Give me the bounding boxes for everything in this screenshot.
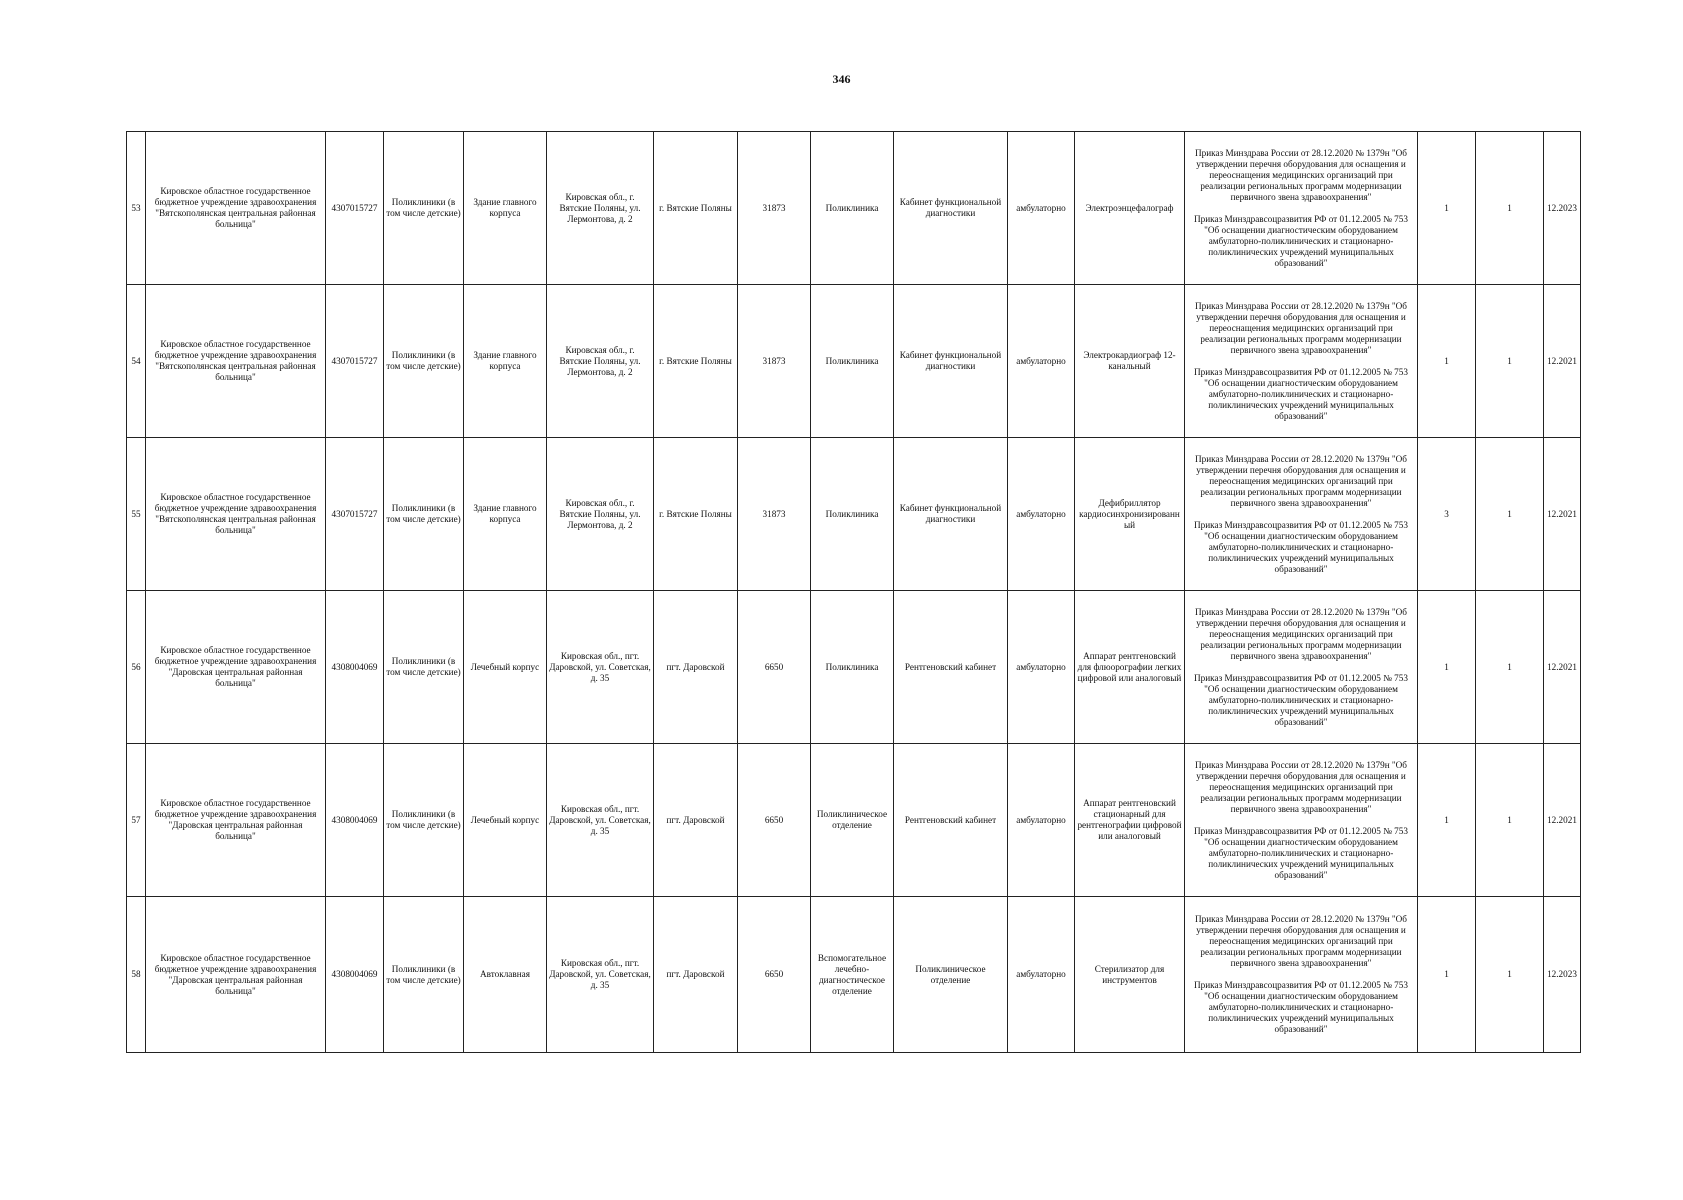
equipment-cell: Аппарат рентгеновский стационарный для рентгенографии цифровой или аналоговый [1075,744,1185,897]
row-number-cell: 57 [127,744,146,897]
table-row [127,591,1581,744]
date-cell: 12.2023 [1544,132,1581,285]
department-cell: Поликлиника [811,438,894,591]
unit-type-cell: Поликлиники (в том числе детские) [384,132,464,285]
care-form-cell: амбулаторно [1008,591,1075,744]
legal-basis-cell [1185,744,1418,897]
population-cell: 6650 [738,591,811,744]
legal-basis-order-753: Приказ Минздравсоцразвития РФ от 01.12.2005 № 753 "Об оснащении диагностическим оборудованием амбулаторно-поликлинических и стационарно-поликлинических учреждений муниципальных образований" [1194,519,1408,574]
legal-basis-order-1379n: Приказ Минздрава России от 28.12.2020 № 1379н "Об утверждении перечня оборудования для оснащения и переоснащения медицинских организаций при реализации региональных программ модернизации первичного звена здравоохранения" [1194,914,1407,968]
table-row [127,438,1581,591]
table-row [127,744,1581,897]
unit-type-cell: Поликлиники (в том числе детские) [384,897,464,1053]
quantity-planned-cell: 1 [1476,591,1544,744]
quantity-required-cell: 1 [1418,285,1476,438]
address-cell: Кировская обл., г. Вятские Поляны, ул. Лермонтова, д. 2 [547,285,654,438]
table-body [127,132,1581,1053]
equipment-cell: Электроэнцефалограф [1075,132,1185,285]
population-cell: 31873 [738,438,811,591]
legal-basis-order-753: Приказ Минздравсоцразвития РФ от 01.12.2005 № 753 "Об оснащении диагностическим оборудованием амбулаторно-поликлинических и стационарно-поликлинических учреждений муниципальных образований" [1194,672,1408,727]
population-cell: 31873 [738,132,811,285]
quantity-planned-cell: 1 [1476,132,1544,285]
table-row [127,285,1581,438]
date-cell: 12.2021 [1544,438,1581,591]
cabinet-cell: Кабинет функциональной диагностики [894,132,1008,285]
settlement-cell: г. Вятские Поляны [654,132,738,285]
organization-cell: Кировское областное государственное бюджетное учреждение здравоохранения "Вятскополянская центральная районная больница" [146,285,326,438]
care-form-cell: амбулаторно [1008,744,1075,897]
cabinet-cell: Кабинет функциональной диагностики [894,438,1008,591]
population-cell: 31873 [738,285,811,438]
quantity-planned-cell: 1 [1476,285,1544,438]
inn-cell: 4308004069 [326,897,384,1053]
row-number-cell: 56 [127,591,146,744]
settlement-cell: г. Вятские Поляны [654,285,738,438]
equipment-cell: Дефибриллятор кардиосинхронизированный [1075,438,1185,591]
care-form-cell: амбулаторно [1008,132,1075,285]
cabinet-cell: Рентгеновский кабинет [894,591,1008,744]
legal-basis-cell [1185,897,1418,1053]
equipment-cell: Стерилизатор для инструментов [1075,897,1185,1053]
date-cell: 12.2021 [1544,285,1581,438]
legal-basis-order-1379n: Приказ Минздрава России от 28.12.2020 № 1379н "Об утверждении перечня оборудования для оснащения и переоснащения медицинских организаций при реализации региональных программ модернизации первичного звена здравоохранения" [1194,759,1407,814]
building-cell: Здание главного корпуса [464,285,547,438]
legal-basis-cell [1185,132,1418,285]
care-form-cell: амбулаторно [1008,438,1075,591]
legal-basis-order-1379n: Приказ Минздрава России от 28.12.2020 № 1379н "Об утверждении перечня оборудования для оснащения и переоснащения медицинских организаций при реализации региональных программ модернизации первичного звена здравоохранения" [1194,453,1407,508]
care-form-cell: амбулаторно [1008,897,1075,1053]
organization-cell: Кировское областное государственное бюджетное учреждение здравоохранения "Вятскополянская центральная районная больница" [146,438,326,591]
legal-basis-cell [1185,438,1418,591]
care-form-cell: амбулаторно [1008,285,1075,438]
table-row [127,132,1581,285]
settlement-cell: пгт. Даровской [654,897,738,1053]
inn-cell: 4308004069 [326,591,384,744]
cabinet-cell: Поликлиническое отделение [894,897,1008,1053]
equipment-cell: Аппарат рентгеновский для флюорографии легких цифровой или аналоговый [1075,591,1185,744]
quantity-required-cell: 1 [1418,591,1476,744]
settlement-cell: пгт. Даровской [654,744,738,897]
legal-basis-order-753: Приказ Минздравсоцразвития РФ от 01.12.2005 № 753 "Об оснащении диагностическим оборудованием амбулаторно-поликлинических и стационарно-поликлинических учреждений муниципальных образований" [1194,980,1408,1034]
organization-cell: Кировское областное государственное бюджетное учреждение здравоохранения "Вятскополянская центральная районная больница" [146,132,326,285]
inn-cell: 4308004069 [326,744,384,897]
population-cell: 6650 [738,744,811,897]
department-cell: Вспомогательное лечебно-диагностическое отделение [811,897,894,1053]
department-cell: Поликлиника [811,132,894,285]
unit-type-cell: Поликлиники (в том числе детские) [384,438,464,591]
table-row [127,897,1581,1053]
building-cell: Лечебный корпус [464,744,547,897]
organization-cell: Кировское областное государственное бюджетное учреждение здравоохранения "Даровская центральная районная больница" [146,591,326,744]
building-cell: Лечебный корпус [464,591,547,744]
settlement-cell: пгт. Даровской [654,591,738,744]
department-cell: Поликлиника [811,591,894,744]
inn-cell: 4307015727 [326,285,384,438]
legal-basis-order-753: Приказ Минздравсоцразвития РФ от 01.12.2005 № 753 "Об оснащении диагностическим оборудованием амбулаторно-поликлинических и стационарно-поликлинических учреждений муниципальных образований" [1194,366,1408,421]
row-number-cell: 58 [127,897,146,1053]
legal-basis-order-753: Приказ Минздравсоцразвития РФ от 01.12.2005 № 753 "Об оснащении диагностическим оборудованием амбулаторно-поликлинических и стационарно-поликлинических учреждений муниципальных образований" [1194,825,1408,880]
page-number: 346 [832,72,851,86]
date-cell: 12.2021 [1544,591,1581,744]
address-cell: Кировская обл., г. Вятские Поляны, ул. Лермонтова, д. 2 [547,132,654,285]
inn-cell: 4307015727 [326,132,384,285]
quantity-planned-cell: 1 [1476,744,1544,897]
building-cell: Автоклавная [464,897,547,1053]
inn-cell: 4307015727 [326,438,384,591]
quantity-planned-cell: 1 [1476,438,1544,591]
quantity-required-cell: 1 [1418,132,1476,285]
quantity-required-cell: 1 [1418,744,1476,897]
quantity-required-cell: 1 [1418,897,1476,1053]
cabinet-cell: Кабинет функциональной диагностики [894,285,1008,438]
legal-basis-order-1379n: Приказ Минздрава России от 28.12.2020 № 1379н "Об утверждении перечня оборудования для оснащения и переоснащения медицинских организаций при реализации региональных программ модернизации первичного звена здравоохранения" [1194,606,1407,661]
equipment-cell: Электрокардиограф 12-канальный [1075,285,1185,438]
building-cell: Здание главного корпуса [464,132,547,285]
department-cell: Поликлиническое отделение [811,744,894,897]
organization-cell: Кировское областное государственное бюджетное учреждение здравоохранения "Даровская центральная районная больница" [146,897,326,1053]
building-cell: Здание главного корпуса [464,438,547,591]
unit-type-cell: Поликлиники (в том числе детские) [384,744,464,897]
row-number-cell: 53 [127,132,146,285]
address-cell: Кировская обл., пгт. Даровской, ул. Советская, д. 35 [547,897,654,1053]
department-cell: Поликлиника [811,285,894,438]
legal-basis-cell [1185,285,1418,438]
legal-basis-order-1379n: Приказ Минздрава России от 28.12.2020 № 1379н "Об утверждении перечня оборудования для оснащения и переоснащения медицинских организаций при реализации региональных программ модернизации первичного звена здравоохранения" [1194,147,1407,202]
legal-basis-cell [1185,591,1418,744]
unit-type-cell: Поликлиники (в том числе детские) [384,591,464,744]
legal-basis-order-1379n: Приказ Минздрава России от 28.12.2020 № 1379н "Об утверждении перечня оборудования для оснащения и переоснащения медицинских организаций при реализации региональных программ модернизации первичного звена здравоохранения" [1194,300,1407,355]
organization-cell: Кировское областное государственное бюджетное учреждение здравоохранения "Даровская центральная районная больница" [146,744,326,897]
settlement-cell: г. Вятские Поляны [654,438,738,591]
quantity-required-cell: 3 [1418,438,1476,591]
quantity-planned-cell: 1 [1476,897,1544,1053]
legal-basis-order-753: Приказ Минздравсоцразвития РФ от 01.12.2005 № 753 "Об оснащении диагностическим оборудованием амбулаторно-поликлинических и стационарно-поликлинических учреждений муниципальных образований" [1194,213,1408,268]
equipment-registry-table [126,131,1581,1053]
unit-type-cell: Поликлиники (в том числе детские) [384,285,464,438]
address-cell: Кировская обл., г. Вятские Поляны, ул. Лермонтова, д. 2 [547,438,654,591]
cabinet-cell: Рентгеновский кабинет [894,744,1008,897]
address-cell: Кировская обл., пгт. Даровской, ул. Советская, д. 35 [547,744,654,897]
population-cell: 6650 [738,897,811,1053]
row-number-cell: 54 [127,285,146,438]
date-cell: 12.2023 [1544,897,1581,1053]
date-cell: 12.2021 [1544,744,1581,897]
row-number-cell: 55 [127,438,146,591]
address-cell: Кировская обл., пгт. Даровской, ул. Советская, д. 35 [547,591,654,744]
